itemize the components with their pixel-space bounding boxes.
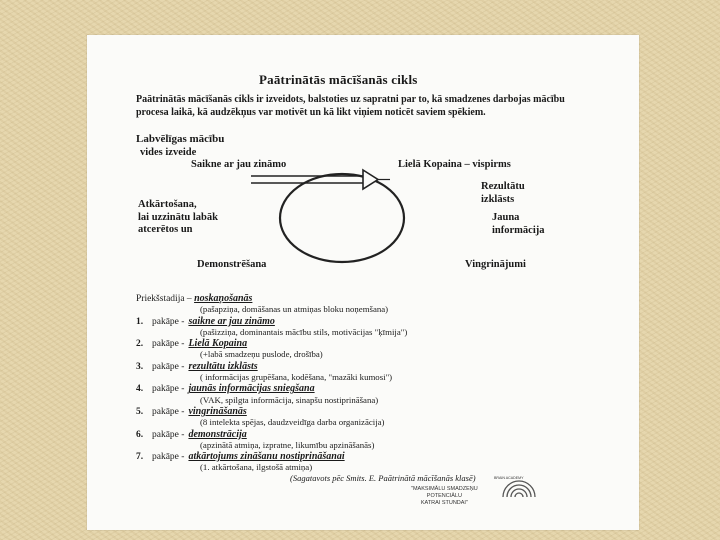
step-number: 4. [136, 384, 144, 395]
document-title: Paātrinātās mācīšanās cikls [259, 72, 418, 87]
arrow-head [363, 170, 378, 189]
document-page [87, 35, 639, 530]
step-detail: (VAK, spilgta informācija, sinapšu nostiprināšana) [200, 394, 379, 405]
label-connect: Saikne ar jau zināmo [191, 159, 287, 170]
step-name: Lielā Kopaina [188, 338, 248, 350]
step-detail: ( informācijas grupēšana, kodēšana, "mazāki kumosi") [200, 372, 393, 383]
step-row [136, 429, 476, 440]
intro-paragraph: Paātrinātās mācīšanās cikls ir izveidots, balstoties uz sapratni par to, kā smadzenes darbojas mācību procesa laikā, kā audzēkņus var motivēt un kā likt viņiem noticēt saviem spēkiem. [136, 94, 565, 118]
source-note: (Sagatavots pēc Smits. E. Paātrinātā mācīšanās klasē) [290, 472, 476, 483]
step-row [136, 406, 476, 417]
step-name: vingrināšanās [188, 405, 247, 417]
footer-slogan: "MAKSIMĀLU SMADZEŅU POTENCIĀLU KATRAI STUNDAI" [411, 486, 478, 506]
steps-list [136, 293, 476, 484]
step-name: jaunās informācijas sniegšana [188, 383, 315, 395]
label-exercises: Vingrinājumi [465, 259, 526, 270]
step-row [136, 361, 476, 372]
prestage-name: noskaņošanās [194, 293, 253, 304]
step-row [136, 451, 476, 462]
step-prefix: pakāpe - [152, 316, 185, 327]
step-name: rezultātu izklāsts [188, 360, 258, 372]
step-number: 1. [136, 316, 144, 327]
step-prefix: pakāpe - [152, 429, 185, 440]
prestage-detail: (pašapziņa, domāšanas un atmiņas bloku noņemšana) [200, 304, 389, 315]
step-number: 6. [136, 429, 144, 440]
step-prefix: pakāpe - [152, 384, 185, 395]
step-number: 3. [136, 361, 144, 372]
cycle-circle [280, 174, 404, 262]
step-detail: (8 intelekta spējas, daudzveidīga darba organizācija) [200, 417, 385, 428]
step-detail: (pašizziņa, dominantais mācību stils, motivācijas "ķīmija") [200, 326, 408, 337]
label-new-info: Jauna informācija [492, 212, 545, 236]
step-row [136, 338, 476, 349]
step-number: 2. [136, 339, 144, 350]
step-detail: (1. atkārtošana, ilgstošā atmiņa) [200, 462, 313, 473]
prestage-row: Priekšstadija – noskaņošanās [136, 293, 253, 304]
step-prefix: pakāpe - [152, 452, 185, 463]
step-name: saikne ar jau zināmo [188, 315, 275, 327]
step-prefix: pakāpe - [152, 339, 185, 350]
step-number: 5. [136, 406, 144, 417]
label-environment: Labvēlīgas mācību [136, 133, 225, 145]
step-detail: (apzinātā atmiņa, izpratne, likumību apzināšanās) [200, 439, 375, 450]
step-prefix: pakāpe - [152, 406, 185, 417]
label-repeat: Atkārtošana, lai uzzinātu labāk atcerētos un [138, 199, 218, 235]
step-prefix: pakāpe - [152, 361, 185, 372]
logo-caption: BRAIN ACADEMY [494, 476, 524, 480]
step-row [136, 383, 476, 394]
label-demonstration: Demonstrēšana [197, 259, 267, 270]
label-environment-2: vides izveide [140, 147, 197, 158]
step-name: atkārtojums zināšanu nostiprināšanai [188, 451, 345, 463]
step-row [136, 316, 476, 327]
step-number: 7. [136, 452, 144, 463]
cycle-diagram [87, 35, 639, 295]
label-results: Rezultātu izklāsts [481, 181, 525, 205]
label-big-picture: Lielā Kopaina – vispirms [398, 159, 511, 170]
step-detail: (+labā smadzeņu puslode, drošība) [200, 349, 323, 360]
step-name: demonstrācija [188, 428, 247, 440]
